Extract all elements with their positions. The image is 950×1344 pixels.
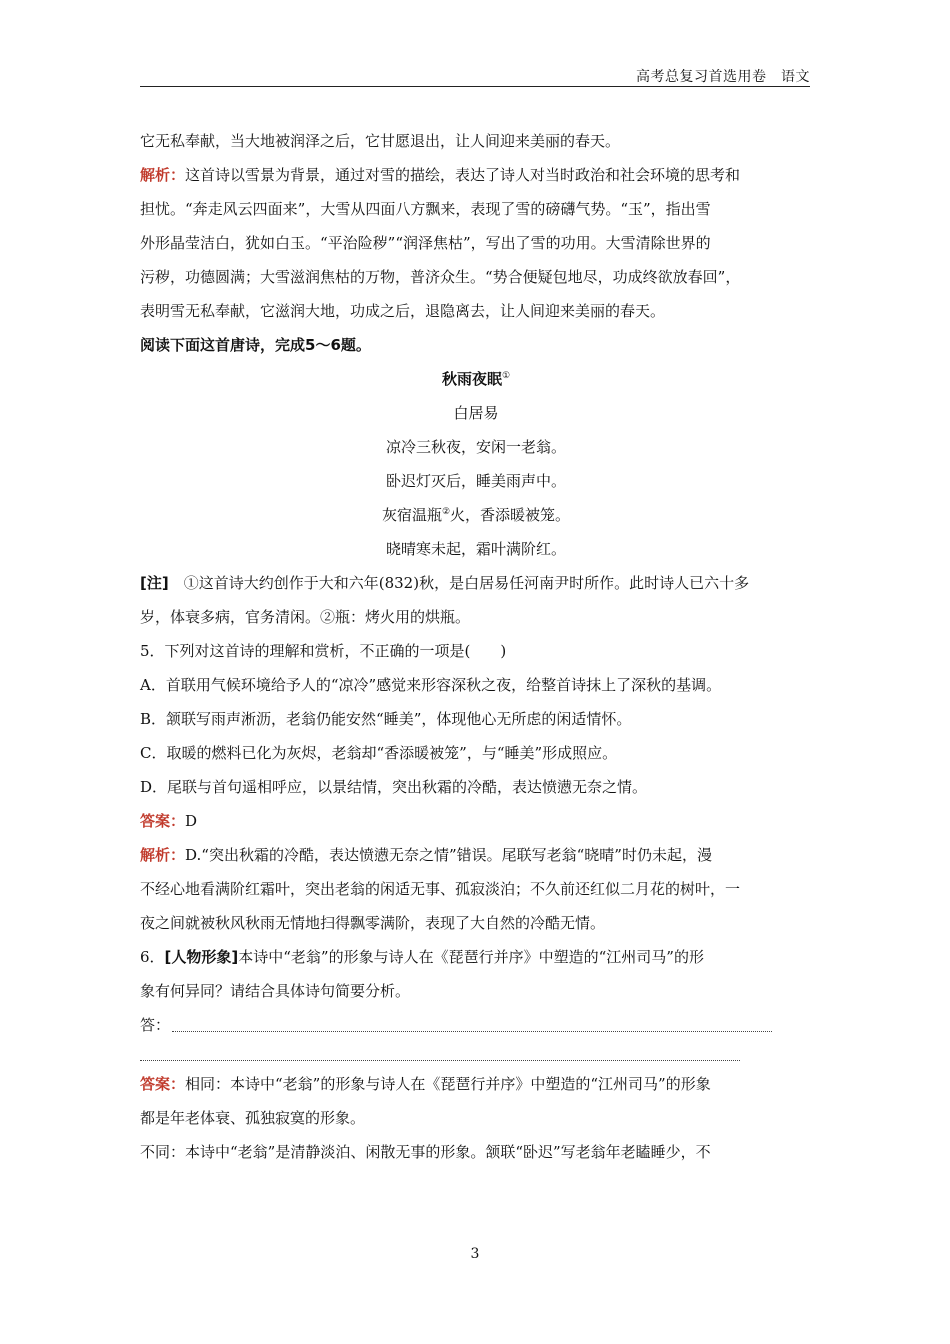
- note-line: [注] ①这首诗大约创作于大和六年(832)秋，是白居易任河南尹时所作。此时诗人已六十多: [140, 574, 750, 592]
- poem-author: 白居易: [453, 404, 499, 422]
- analysis-label: 解析：: [140, 846, 186, 864]
- page-content: [140, 124, 812, 1169]
- answer-input-line[interactable]: [140, 1008, 812, 1042]
- answer-blank[interactable]: [172, 1031, 772, 1032]
- answer-label: 答案：: [140, 1075, 186, 1093]
- option-a: A．首联用气候环境给予人的“凉冷”感觉来形容深秋之夜，给整首诗抹上了深秋的基调。: [140, 676, 722, 694]
- answer-blank[interactable]: [140, 1042, 740, 1061]
- poem-title: 秋雨夜眠: [441, 370, 502, 388]
- question-5: [140, 634, 812, 940]
- answer-line: [140, 804, 812, 838]
- question-stem: 象有何异同？请结合具体诗句简要分析。: [140, 982, 411, 1000]
- analysis-line: 解析：这首诗以雪景为背景，通过对雪的描绘，表达了诗人对当时政治和社会环境的思考和: [140, 166, 741, 184]
- option-b: B．颔联写雨声淅沥，老翁仍能安然“睡美”，体现他心无所虑的闲适情怀。: [140, 710, 632, 728]
- poem-line: 凉冷三秋夜，安闲一老翁。: [385, 438, 566, 456]
- option-c: C．取暖的燃料已化为灰烬，老翁却“香添暖被笼”，与“睡美”形成照应。: [140, 744, 618, 762]
- answer-line: 都是年老体衰、孤独寂寞的形象。: [140, 1109, 366, 1127]
- footnote-marker: ②: [441, 507, 451, 517]
- note-line: 岁，体衰多病，官务清闲。②瓶：烤火用的烘瓶。: [140, 608, 471, 626]
- question-6: [140, 940, 812, 1169]
- reading-instruction: 阅读下面这首唐诗，完成5～6题。: [140, 336, 371, 354]
- analysis-line: 夜之间就被秋风秋雨无情地扫得飘零满阶，表现了大自然的冷酷无情。: [140, 914, 606, 932]
- poem-title-line: [140, 362, 812, 396]
- poem-line: 灰宿温瓶②火，香添暖被笼。: [381, 506, 571, 524]
- question-stem: 6．[人物形象]本诗中“老翁”的形象与诗人在《琵琶行并序》中塑造的“江州司马”的形: [140, 948, 704, 966]
- paragraph: 它无私奉献，当大地被润泽之后，它甘愿退出，让人间迎来美丽的春天。: [140, 132, 621, 150]
- analysis-line: 担忧。“奔走风云四面来”，大雪从四面八方飘来，表现了雪的磅礴气势。“玉”，指出雪: [140, 200, 711, 218]
- analysis-line: 不经心地看满阶红霜叶，突出老翁的闲适无事、孤寂淡泊；不久前还红似二月花的树叶，一: [140, 880, 741, 898]
- page-header: 高考总复习首选用卷 语文: [636, 69, 810, 85]
- analysis-label: 解析：: [140, 166, 186, 184]
- analysis-line: 表明雪无私奉献，它滋润大地，功成之后，退隐离去，让人间迎来美丽的春天。: [140, 302, 666, 320]
- analysis-line: 外形晶莹洁白，犹如白玉。“平治险秽”“润泽焦枯”，写出了雪的功用。大雪清除世界的: [140, 234, 711, 252]
- answer-label: 答案：: [140, 812, 186, 830]
- footnote-marker: ①: [501, 371, 511, 381]
- question-stem: 5．下列对这首诗的理解和赏析，不正确的一项是( ): [140, 642, 507, 660]
- answer-line: 答案：相同：本诗中“老翁”的形象与诗人在《琵琶行并序》中塑造的“江州司马”的形象: [140, 1075, 711, 1093]
- header-rule: [140, 86, 810, 87]
- answer-value: D: [185, 812, 198, 830]
- footnote: [140, 566, 812, 634]
- note-label: [注]: [140, 574, 169, 592]
- poem-line: 晓晴寒未起，霜叶满阶红。: [385, 540, 566, 558]
- answer-line: 不同：本诗中“老翁”是清静淡泊、闲散无事的形象。颔联“卧迟”写老翁年老瞌睡少，不: [140, 1143, 711, 1161]
- poem: [140, 362, 812, 566]
- analysis-line: 解析：D.“突出秋霜的冷酷，表达愤懑无奈之情”错误。尾联写老翁“晓晴”时仍未起，漫: [140, 846, 712, 864]
- option-d: D．尾联与首句遥相呼应，以景结情，突出秋霜的冷酷，表达愤懑无奈之情。: [140, 778, 648, 796]
- answer-prompt: 答：: [140, 1016, 171, 1034]
- analysis-line: 污秽，功德圆满；大雪滋润焦枯的万物，普济众生。“势合便疑包地尽，功成终欲放春回”，: [140, 268, 741, 286]
- analysis-block: [140, 158, 812, 328]
- question-tag: [人物形象]: [164, 948, 239, 966]
- page-number: 3: [470, 1246, 480, 1262]
- poem-line: 卧迟灯灭后，睡美雨声中。: [385, 472, 566, 490]
